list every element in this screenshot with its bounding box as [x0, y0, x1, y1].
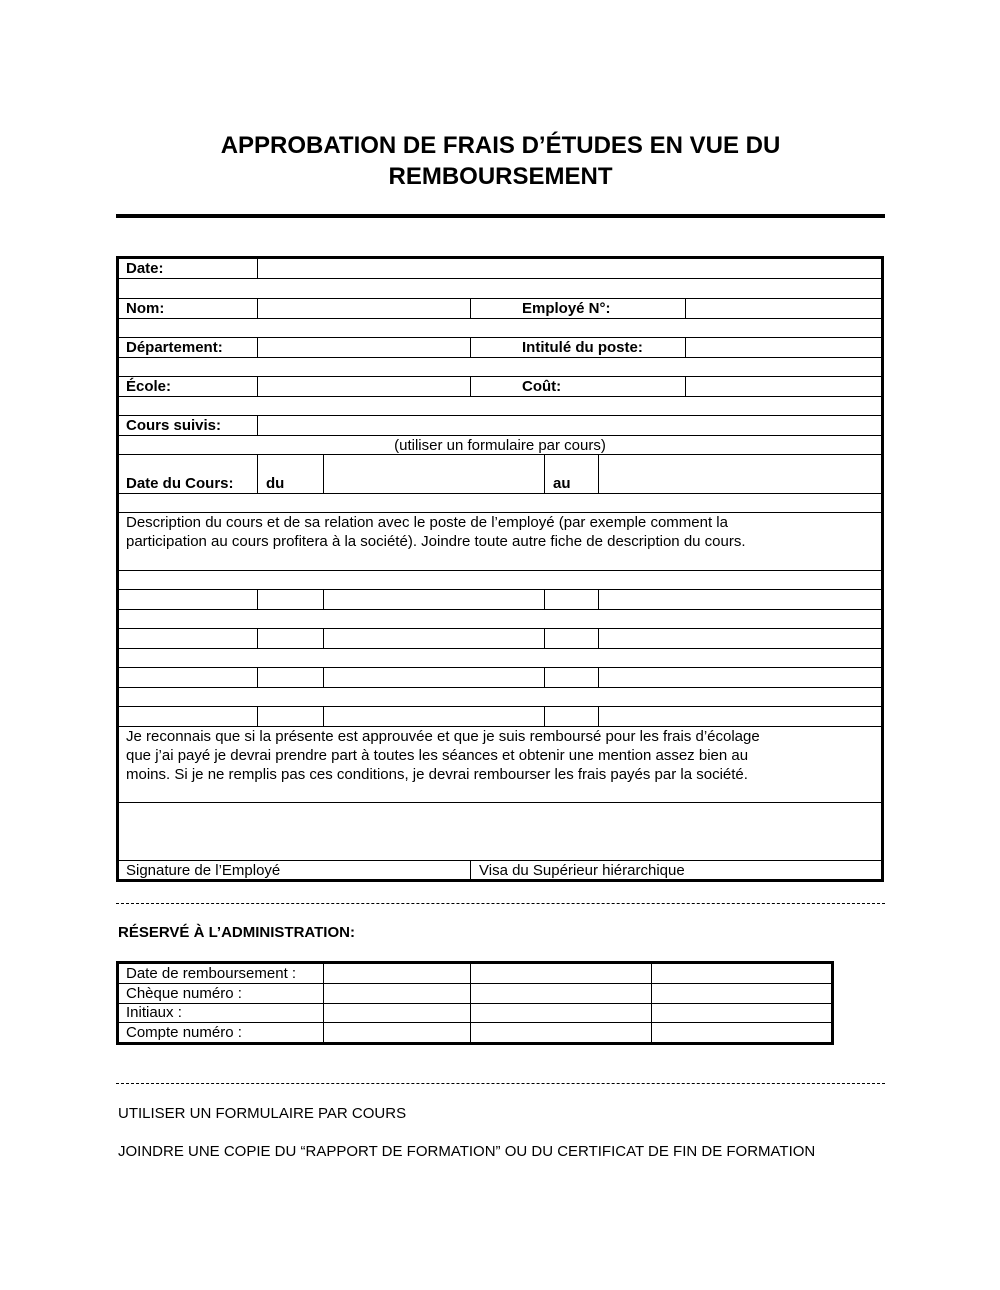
admin-cell[interactable]: [324, 1023, 470, 1045]
footer-note-2: JOINDRE UNE COPIE DU “RAPPORT DE FORMATION” OU DU CERTIFICAT DE FIN DE FORMATION: [118, 1143, 816, 1160]
row-line: [116, 318, 884, 319]
au-label: au: [553, 475, 571, 492]
employee-signature-area[interactable]: [116, 803, 470, 860]
col-line: [544, 706, 545, 726]
description-entry-area[interactable]: [116, 571, 884, 706]
col-line: [470, 860, 471, 882]
date-du-cours-label: Date du Cours:: [126, 475, 234, 492]
du-label: du: [266, 475, 285, 492]
col-line: [257, 454, 258, 493]
signature-employe-label: Signature de l’Employé: [126, 862, 281, 879]
poste-field[interactable]: [686, 338, 884, 357]
reimbursement-form: [116, 256, 884, 882]
cout-label: Coût:: [522, 378, 562, 395]
admin-cell[interactable]: [324, 961, 470, 983]
row-line: [116, 1003, 834, 1004]
title-rule: [116, 214, 885, 218]
row-line: [116, 493, 884, 494]
col-line: [323, 706, 324, 726]
admin-section-title: RÉSERVÉ À L’ADMINISTRATION:: [118, 924, 355, 941]
ecole-label: École:: [126, 378, 172, 395]
row-line: [116, 706, 884, 707]
ecole-field[interactable]: [258, 377, 470, 396]
nom-label: Nom:: [126, 300, 165, 317]
admin-cell[interactable]: [324, 1004, 470, 1022]
col-line: [470, 337, 471, 357]
admin-row-label: Compte numéro :: [126, 1024, 242, 1041]
footer-note-1: UTILISER UN FORMULAIRE PAR COURS: [118, 1105, 407, 1122]
departement-label: Département:: [126, 339, 223, 356]
date-field[interactable]: [258, 256, 884, 278]
cours-suivis-label: Cours suivis:: [126, 417, 222, 434]
cours-suivis-field[interactable]: [258, 416, 884, 435]
description-instructions: Description du cours et de sa relation avec le poste de l’employé (par exemple comment la participation au cours profitera à la société). Joindre toute autre fiche de description du cours.: [126, 514, 746, 550]
col-line: [598, 706, 599, 726]
employe-number-field[interactable]: [686, 299, 884, 318]
supervisor-signature-area[interactable]: [471, 803, 884, 860]
date-label: Date:: [126, 260, 164, 277]
page-title-line-2: REMBOURSEMENT: [388, 163, 613, 190]
cout-field[interactable]: [686, 377, 884, 396]
col-line: [257, 706, 258, 726]
acknowledgement-text: Je reconnais que si la présente est approuvée et que je suis remboursé pour les frais d’écolage que j’ai payé je devrai prendre part à toutes les séances et obtenir une mention assez bien au moins. Si je ne remplis pas ces conditions, je devrai rembourser les frais payés par la société.: [126, 728, 760, 783]
cours-note: (utiliser un formulaire par cours): [394, 437, 606, 454]
page-title-line-1: APPROBATION DE FRAIS D’ÉTUDES EN VUE DU: [220, 132, 781, 159]
row-line: [116, 396, 884, 397]
poste-label: Intitulé du poste:: [522, 339, 643, 356]
departement-field[interactable]: [258, 338, 470, 357]
visa-superieur-label: Visa du Supérieur hiérarchique: [479, 862, 685, 879]
admin-cell[interactable]: [324, 984, 470, 1003]
date-du-field[interactable]: [324, 455, 544, 493]
page-title: [116, 130, 885, 192]
admin-row-label: Date de remboursement :: [126, 965, 297, 982]
col-line: [470, 376, 471, 396]
employe-number-label: Employé N°:: [522, 300, 611, 317]
admin-row-label: Chèque numéro :: [126, 985, 242, 1002]
col-line: [651, 961, 652, 1045]
admin-table: [116, 961, 834, 1045]
col-line: [544, 454, 545, 493]
col-line: [470, 961, 471, 1045]
dashed-separator: [116, 1083, 885, 1084]
row-line: [116, 357, 884, 358]
col-line: [470, 298, 471, 318]
admin-row-label: Initiaux :: [126, 1004, 182, 1021]
date-au-field[interactable]: [599, 455, 884, 493]
nom-field[interactable]: [258, 299, 470, 318]
row-line: [116, 278, 884, 279]
dashed-separator: [116, 903, 885, 904]
